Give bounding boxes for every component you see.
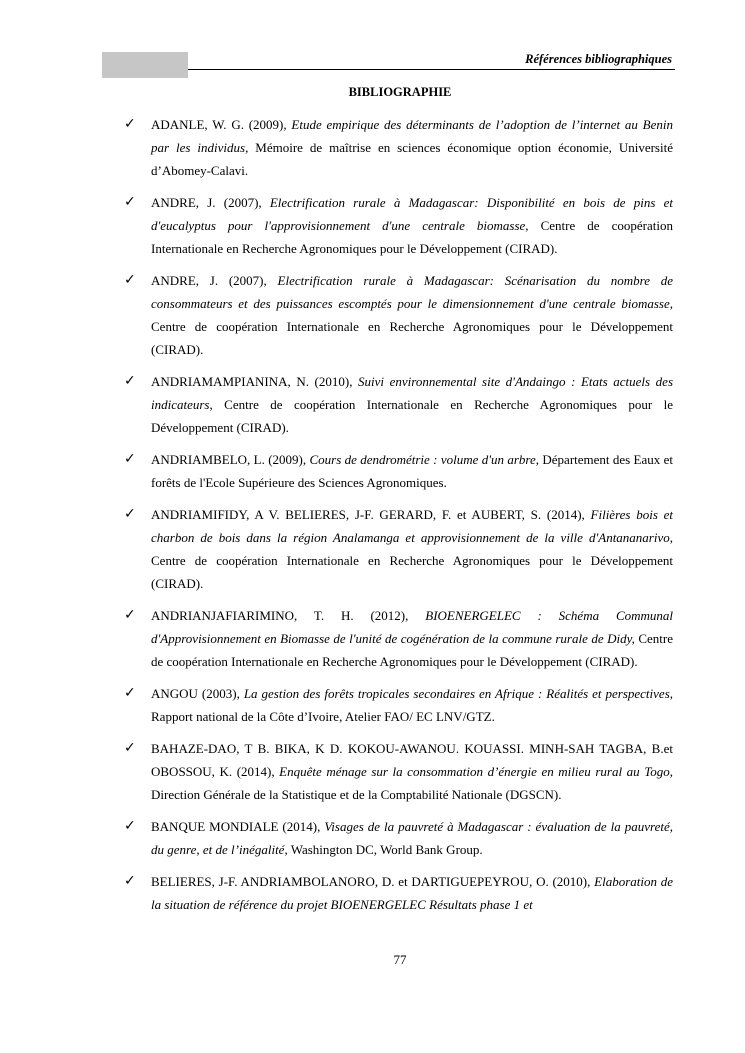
bibliography-entry xyxy=(124,113,673,182)
entry-authors: ANDRIAMBELO, L. (2009), xyxy=(151,452,310,467)
entry-authors: ANGOU (2003), xyxy=(151,686,244,701)
page-heading: BIBLIOGRAPHIE xyxy=(348,85,452,99)
entry-details: , Département des Eaux et forêts de l'Ecole Supérieure des Sciences Agronomiques. xyxy=(151,452,674,490)
entry-details: , Mémoire de maîtrise en sciences économique option économie, Université d’Abomey-Calavi. xyxy=(151,140,673,178)
entry-title: Cours de dendrométrie : volume d'un arbre xyxy=(309,452,536,467)
running-header-title: Références bibliographiques xyxy=(525,52,672,66)
entry-details: , Centre de coopération Internationale en Recherche Agronomiques pour le Développement (CIRAD). xyxy=(151,218,673,256)
bibliography-list xyxy=(124,113,673,925)
checkmark-icon: ✓ xyxy=(124,451,136,467)
entry-title: Filières bois et charbon de bois dans la région Analamanga et approvisionnement de la ville d'Antananarivo xyxy=(151,507,674,545)
bibliography-entry xyxy=(124,604,673,673)
entry-authors: BAHAZE-DAO, T B. BIKA, K D. KOKOU-AWANOU. KOUASSI. MINH-SAH TAGBA, B.et OBOSSOU, K. (2014), xyxy=(151,741,673,779)
checkmark-icon: ✓ xyxy=(124,873,136,889)
checkmark-icon: ✓ xyxy=(124,818,136,834)
entry-title: La gestion des forêts tropicales secondaires en Afrique : Réalités et perspectives xyxy=(243,686,670,701)
bibliography-entry xyxy=(124,503,673,595)
entry-title: Elaboration de la situation de référence du projet BIOENERGELEC Résultats phase 1 et xyxy=(151,874,674,912)
entry-details: , Centre de coopération Internationale en Recherche Agronomiques pour le Développement (CIRAD). xyxy=(151,296,673,357)
entry-details: , Centre de coopération Internationale en Recherche Agronomiques pour le Développement (CIRAD). xyxy=(151,530,673,591)
bibliography-entry xyxy=(124,269,673,361)
entry-title: Enquête ménage sur la consommation d’énergie en milieu rural au Togo xyxy=(279,764,670,779)
entry-title: Electrification rurale à Madagascar: Scénarisation du nombre de consommateurs et des puissances escomptés pour le dimensionnement d'une centrale biomasse xyxy=(151,273,673,311)
entry-authors: ANDRIAMIFIDY, A V. BELIERES, J-F. GERARD, F. et AUBERT, S. (2014), xyxy=(151,507,591,522)
entry-authors: ANDRE, J. (2007), xyxy=(151,273,278,288)
page-number: 77 xyxy=(393,952,407,967)
entry-title: Electrification rurale à Madagascar: Disponibilité en bois de pins et d'eucalyptus pour l'approvisionnement d'une centrale biomasse xyxy=(151,195,673,233)
bibliography-entry xyxy=(124,737,673,806)
bibliography-entry xyxy=(124,682,673,728)
entry-title: Etude empirique des déterminants de l’adoption de l’internet au Benin par les individus xyxy=(151,117,673,155)
checkmark-icon: ✓ xyxy=(124,272,136,288)
entry-title: Suivi environnemental site d'Andaingo : Etats actuels des indicateurs xyxy=(151,374,674,412)
checkmark-icon: ✓ xyxy=(124,116,136,132)
entry-details: , Centre de coopération Internationale en Recherche Agronomiques pour le Développement (CIRAD). xyxy=(151,397,673,435)
entry-details: , Washington DC, World Bank Group. xyxy=(284,842,483,857)
entry-details: , Rapport national de la Côte d’Ivoire, Atelier FAO/ EC LNV/GTZ. xyxy=(151,686,674,724)
bibliography-entry xyxy=(124,870,673,916)
bibliography-entry xyxy=(124,815,673,861)
entry-authors: BELIERES, J-F. ANDRIAMBOLANORO, D. et DARTIGUEPEYROU, O. (2010), xyxy=(151,874,595,889)
entry-authors: BANQUE MONDIALE (2014), xyxy=(151,819,325,834)
entry-authors: ADANLE, W. G. (2009), xyxy=(151,117,292,132)
header-rule xyxy=(188,69,675,70)
entry-details: , Direction Générale de la Statistique et de la Comptabilité Nationale (DGSCN). xyxy=(151,764,673,802)
checkmark-icon: ✓ xyxy=(124,373,136,389)
checkmark-icon: ✓ xyxy=(124,685,136,701)
checkmark-icon: ✓ xyxy=(124,194,136,210)
checkmark-icon: ✓ xyxy=(124,607,136,623)
checkmark-icon: ✓ xyxy=(124,740,136,756)
checkmark-icon: ✓ xyxy=(124,506,136,522)
entry-title: Visages de la pauvreté à Madagascar : évaluation de la pauvreté, du genre, et de l’inégalité xyxy=(151,819,673,857)
entry-authors: ANDRIANJAFIARIMINO, T. H. (2012), xyxy=(151,608,426,623)
bibliography-entry xyxy=(124,370,673,439)
entry-title: BIOENERGELEC : Schéma Communal d'Approvisionnement en Biomasse de l'unité de cogénération de la commune rurale de Didy, xyxy=(151,608,674,646)
entry-authors: ANDRE, J. (2007), xyxy=(151,195,270,210)
header-gray-block xyxy=(102,52,188,78)
entry-authors: ANDRIAMAMPIANINA, N. (2010), xyxy=(151,374,359,389)
entry-details: Centre de coopération Internationale en Recherche Agronomiques pour le Développement (CIRAD). xyxy=(151,631,674,669)
bibliography-entry xyxy=(124,191,673,260)
bibliography-entry xyxy=(124,448,673,494)
